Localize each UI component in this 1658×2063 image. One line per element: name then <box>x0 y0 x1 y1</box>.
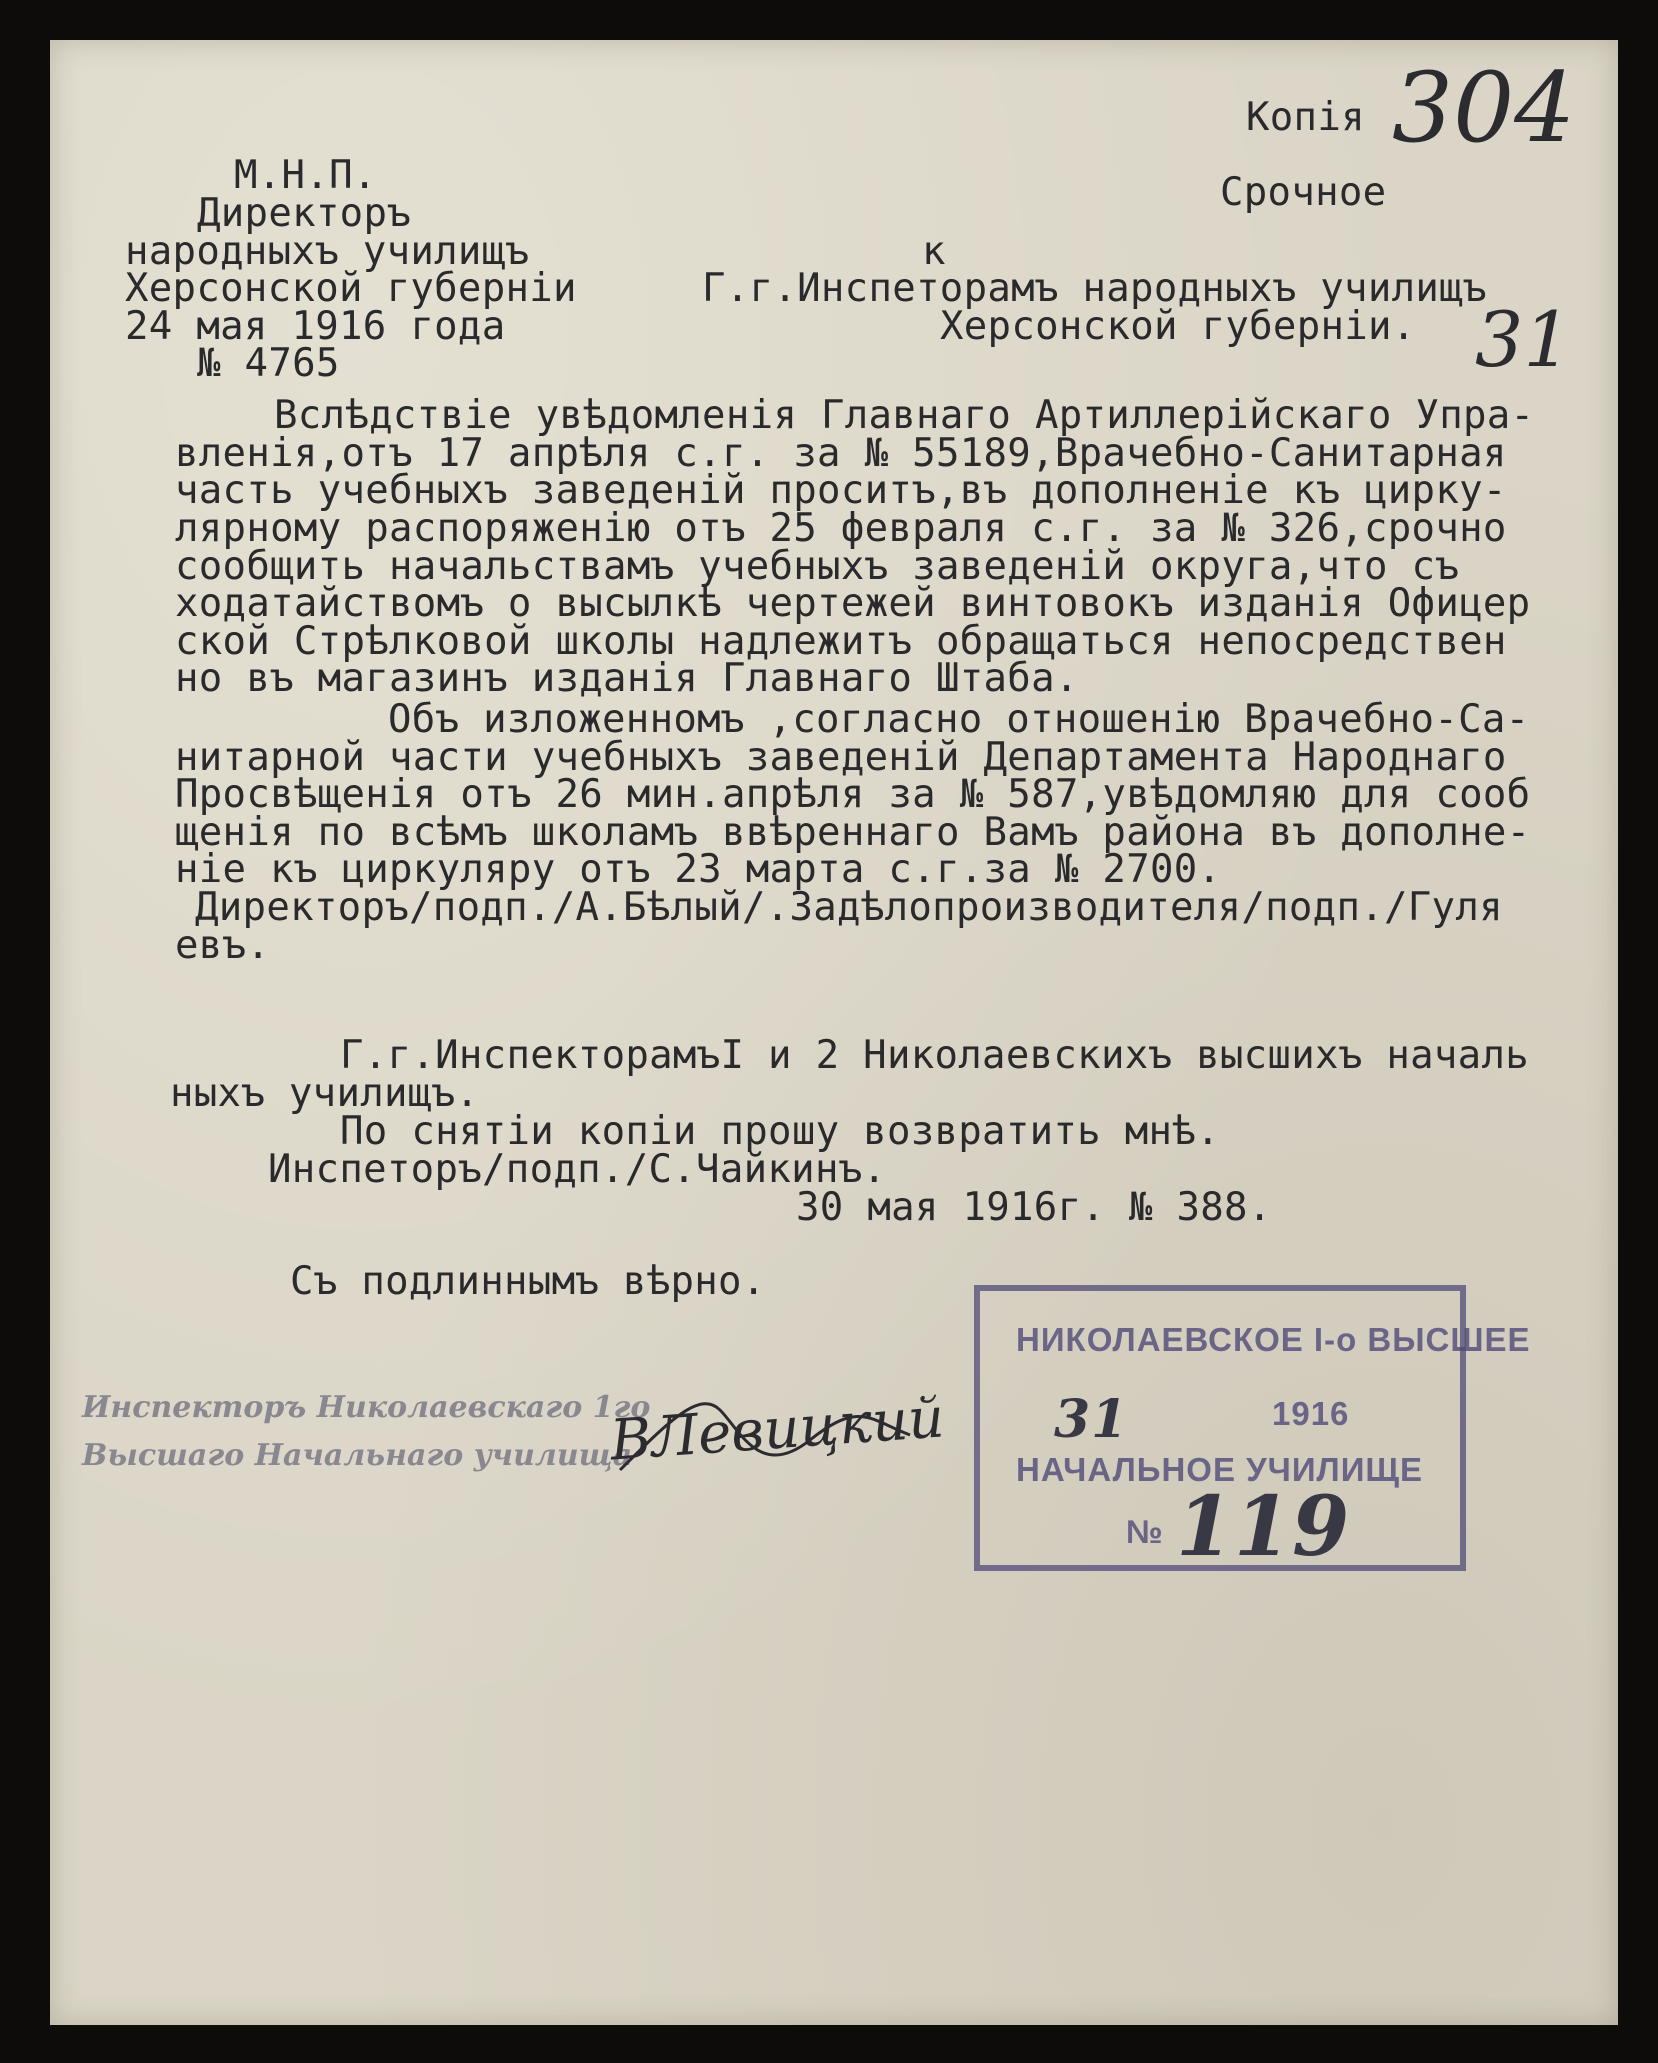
institution-stamp <box>974 1285 1531 1575</box>
inspector-stamp-line: Инспекторъ Николаевскаго 1го <box>82 1390 651 1425</box>
sender-line: Директоръ <box>197 191 412 236</box>
ministry-abbrev: М.Н.П. <box>234 153 377 198</box>
stamp-no-value: 119 <box>1176 1479 1351 1575</box>
body-line: вленія,отъ 17 апрѣля с.г. за № 55189,Врачебно-Санитарная <box>175 431 1507 476</box>
resolution-date: 30 мая 1916г. № 388. <box>796 1185 1272 1230</box>
certification-text: Съ подлиннымъ вѣрно. <box>290 1259 766 1304</box>
signature-line: Директоръ/подп./А.Бѣлый/.Задѣлопроизводителя/подп./Гуля <box>195 885 1503 930</box>
sender-line: Херсонской губерніи <box>125 266 577 311</box>
resolution-line: Г.г.ИнспекторамъI и 2 Николаевскихъ высшихъ началь <box>340 1033 1529 1078</box>
sender-number: № 4765 <box>197 341 340 386</box>
stamp-year: 1916 <box>1272 1395 1350 1432</box>
body-line: нитарной части учебныхъ заведеній Департамента Народнаго <box>175 735 1507 780</box>
addressee-line: Г.г.Инспеторамъ народныхъ училищъ <box>702 266 1487 311</box>
signature-stroke <box>610 1380 930 1500</box>
copy-label: Копія <box>1246 95 1365 140</box>
sheet-number: 31 <box>1475 295 1572 384</box>
body-line: часть учебныхъ заведеній проситъ,въ дополненіе къ цирку- <box>175 468 1507 513</box>
body-line: лярному распоряженію отъ 25 февраля с.г. за № 326,срочно <box>175 506 1507 551</box>
body-line: но въ магазинъ изданія Главнаго Штаба. <box>175 656 1079 701</box>
body-line: ходатайствомъ о высылкѣ чертежей винтовокъ изданія Офицер <box>175 581 1531 626</box>
to-label: к <box>922 229 946 274</box>
body-line: сообщить начальствамъ учебныхъ заведеній округа,что съ <box>175 544 1460 589</box>
stamp-day: 31 <box>1054 1389 1129 1450</box>
document-page <box>50 40 1618 2025</box>
body-line: щенія по всѣмъ школамъ ввѣреннаго Вамъ района въ дополне- <box>175 810 1531 855</box>
resolution-line: По снятіи копіи прошу возвратить мнѣ. <box>340 1109 1220 1154</box>
stamp-no-label: № <box>1126 1513 1164 1550</box>
handwritten-signature: ВЛевицкий <box>608 1385 947 1474</box>
body-line: ніе къ циркуляру отъ 23 марта с.г.за № 2700. <box>175 847 1222 892</box>
urgent-label: Срочное <box>1220 170 1387 215</box>
sender-date: 24 мая 1916 года <box>125 304 506 349</box>
inspector-stamp-line: Высшаго Начальнаго училища <box>82 1438 633 1473</box>
body-line: Просвѣщенія отъ 26 мин.апрѣля за № 587,увѣдомляю для сооб <box>175 772 1531 817</box>
addressee-line: Херсонской губерніи. <box>940 304 1416 349</box>
body-line: ской Стрѣлковой школы надлежитъ обращаться непосредствен <box>175 619 1507 664</box>
resolution-line: Инспеторъ/подп./С.Чайкинъ. <box>268 1147 887 1192</box>
resolution-line: ныхъ училищъ. <box>170 1071 480 1116</box>
body-line: Вслѣдствіе увѣдомленія Главнаго Артиллерійскаго Упра- <box>274 393 1535 438</box>
signature-line: евъ. <box>175 923 271 968</box>
archive-number: 304 <box>1392 52 1576 164</box>
stamp-line: НИКОЛАЕВСКОЕ I-о ВЫСШЕЕ <box>1016 1321 1531 1358</box>
body-line: Объ изложенномъ ,согласно отношенію Врачебно-Са- <box>388 697 1530 742</box>
stamp-line: НАЧАЛЬНОЕ УЧИЛИЩЕ <box>1016 1451 1424 1488</box>
sender-line: народныхъ училищъ <box>125 229 530 274</box>
